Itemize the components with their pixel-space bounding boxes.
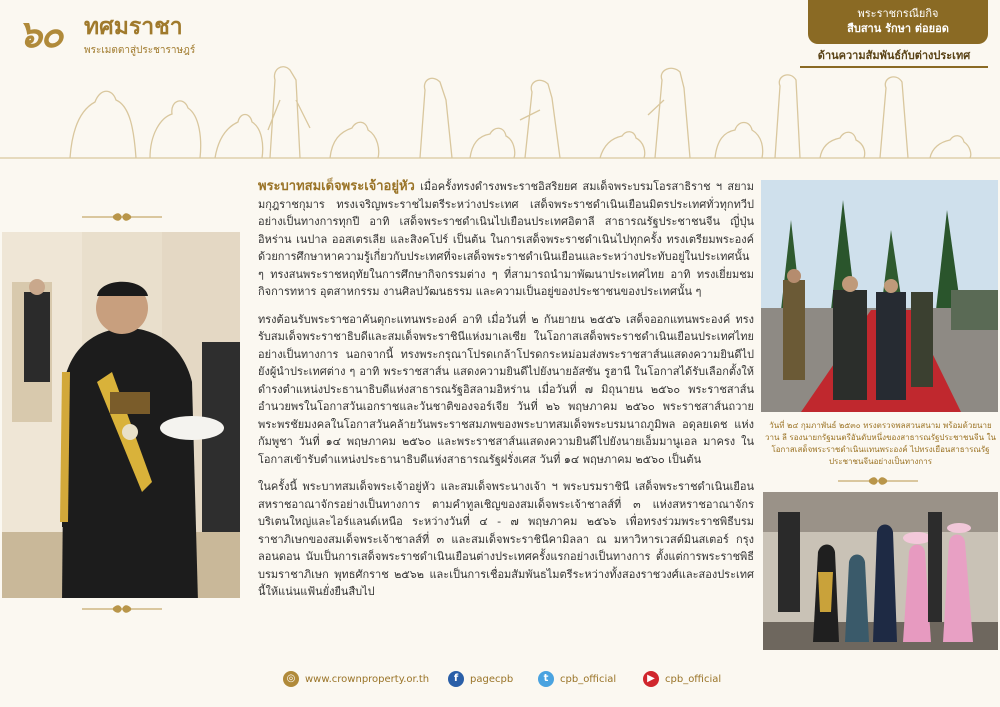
logo-mark: ๖๐	[18, 11, 62, 56]
youtube-link[interactable]: cpb_official	[665, 674, 722, 685]
banner-line-2: สืบสาน รักษา ต่อยอด	[847, 22, 949, 35]
footer-contacts	[283, 670, 743, 690]
facebook-icon: f	[448, 671, 464, 687]
footer-facebook[interactable]	[448, 670, 513, 690]
china-visit-photo	[761, 180, 998, 412]
uk-visit-photo	[763, 492, 998, 650]
paragraph-1	[258, 178, 754, 301]
banner-line-1: พระราชกรณียกิจ	[857, 7, 939, 20]
facebook-link[interactable]: pagecpb	[470, 674, 514, 685]
photo-caption: วันที่ ๒๔ กุมภาพันธ์ ๒๕๓๐ ทรงตรวจพลสวนสนาม พร้อมด้วยนายวาน ลี รองนายกรัฐมนตรีอันดับหนึ่งของสาธารณรัฐประชาชนจีน ในโอกาสเสด็จพระราชดำเนินแทนพระองค์ ไปทรงเยือนสาธารณรัฐประชาชนจีนอย่างเป็นทางการ	[764, 421, 996, 466]
twitter-link[interactable]: cpb_official	[560, 674, 617, 685]
logo-subtitle: พระเมตตาสู่ประชาราษฎร์	[84, 45, 196, 56]
website-link[interactable]: www.crownproperty.or.th	[305, 674, 430, 685]
logo-title: ทศมราชา	[84, 14, 183, 40]
footer-twitter[interactable]	[538, 670, 616, 690]
ornament-divider-bottom	[82, 604, 162, 614]
footer-website[interactable]	[283, 670, 429, 690]
category-banner	[808, 0, 988, 44]
paragraph-2: ทรงต้อนรับพระราชอาคันตุกะแทนพระองค์ อาทิ เมื่อวันที่ ๒ กันยายน ๒๕๕๖ เสด็จออกแทนพระองค์ ทรงรับสมเด็จพระราชาธิบดีและสมเด็จพระราชินีแห่งมาเลเซีย ในโอกาสเสด็จพระราชดำเนินเยือนประเทศไทยอย่างเป็นทางการ นอกจากนี้ ทรงพระกรุณาโปรดเกล้าโปรดกระหม่อมส่งพระราชสาส์นแสดงความยินดีไปยังผู้นำประเทศต่าง ๆ อาทิ พระราชสาส์น แสดงความยินดีไปยังนายอัสซัน รูฮานี ในโอกาสได้รับเลือกตั้งให้ดำรงตำแหน่งประธานาธิบดีแห่งสาธารณรัฐอิสลามอิหร่าน เมื่อวันที่ ๗ มิถุนายน ๒๕๖๐ พระราชสาส์นอำนวยพรในโอกาสวันเอกราชและวันชาติของจอร์เจีย วันที่ ๒๖ พฤษภาคม ๒๕๖๐ พระราชสาส์นถวายพระพรชัยมงคลในโอกาสวันคล้ายวันพระราชสมภพของพระบาทสมเด็จพระบรมนาถภูมิพล อดุลยเดช แห่งกัมพูชา วันที่ ๑๔ พฤษภาคม ๒๕๖๐ และพระราชสาส์นแสดงความยินดีไปยังนายเอ็มมานูเอล มาครง ในโอกาสเข้ารับตำแหน่งประธานาธิบดีแห่งสาธารณรัฐฝรั่งเศส วันที่ ๑๔ พฤษภาคม ๒๕๖๐ เป็นต้น	[258, 312, 754, 466]
crowd-silhouette-illustration	[0, 40, 1000, 165]
section-title: ด้านความสัมพันธ์กับต่างประเทศ	[800, 46, 988, 68]
king-portrait-photo	[2, 232, 240, 598]
lead-text: พระบาทสมเด็จพระเจ้าอยู่หัว	[258, 179, 415, 194]
youtube-icon: ▶	[643, 671, 659, 687]
paragraph-3: ในครั้งนี้ พระบาทสมเด็จพระเจ้าอยู่หัว และสมเด็จพระนางเจ้า ฯ พระบรมราชินี เสด็จพระราชดำเนินเยือนสหราชอาณาจักรอย่างเป็นทางการ ตามคำทูลเชิญของสมเด็จพระเจ้าชาลส์ที่ ๓ แห่งสหราชอาณาจักรบริเตนใหญ่และไอร์แลนด์เหนือ ระหว่างวันที่ ๔ - ๗ พฤษภาคม ๒๕๖๖ เพื่อทรงร่วมพระราชพิธีบรมราชาภิเษกของสมเด็จพระเจ้าชาลส์ที่ ๓ และสมเด็จพระราชินีคามิลลา ณ มหาวิหารเวสต์มินสเตอร์ กรุงลอนดอน นับเป็นการเสด็จพระราชดำเนินเยือนต่างประเทศครั้งแรกอย่างเป็นทางการ ตั้งแต่การพระราชพิธีบรมราชาภิเษก พุทธศักราช ๒๕๖๒ และเป็นการเชื่อมสัมพันธไมตรีระหว่างทั้งสองราชวงศ์และสองประเทศนี้ให้แน่นแฟ้นยั่งยืนสืบไป	[258, 480, 754, 598]
footer-youtube[interactable]	[643, 670, 721, 690]
paragraph-1-text: เมื่อครั้งทรงดำรงพระราชอิสริยยศ สมเด็จพระบรมโอรสาธิราช ฯ สยามมกุฎราชกุมาร ทรงเจริญพระราชไมตรีระหว่างประเทศ เสด็จพระราชดำเนินเยือนมิตรประเทศทั่วทุกทวีปอย่างเป็นทางการทุกปี อาทิ เสด็จพระราชดำเนินไปเยือนประเทศอิตาลี สาธารณรัฐประชาชนจีน ญี่ปุ่น อิหร่าน เนปาล ออสเตรเลีย และสิงคโปร์ เป็นต้น ในการเสด็จพระราชดำเนินไปทุกครั้ง ทรงเตรียมพระองค์ด้วยการศึกษาหาความรู้เกี่ยวกับประเทศที่จะเสด็จพระราชดำเนินเยือนและระหว่างประทับอยู่ในประเทศนั้น ๆ ทรงสนพระราชหฤทัยในการศึกษากิจกรรมต่าง ๆ ที่สามารถนำมาพัฒนาประเทศไทย อาทิ ทรงเยี่ยมชมกิจการทหาร อุตสาหกรรม งานศิลปวัฒนธรรม และความเป็นอยู่ของประชาชนของประเทศนั้น ๆ	[258, 180, 754, 298]
globe-icon: ◎	[283, 671, 299, 687]
twitter-icon: t	[538, 671, 554, 687]
ornament-divider-top	[82, 212, 162, 222]
article-body	[258, 178, 754, 611]
ornament-divider-right	[838, 476, 918, 486]
